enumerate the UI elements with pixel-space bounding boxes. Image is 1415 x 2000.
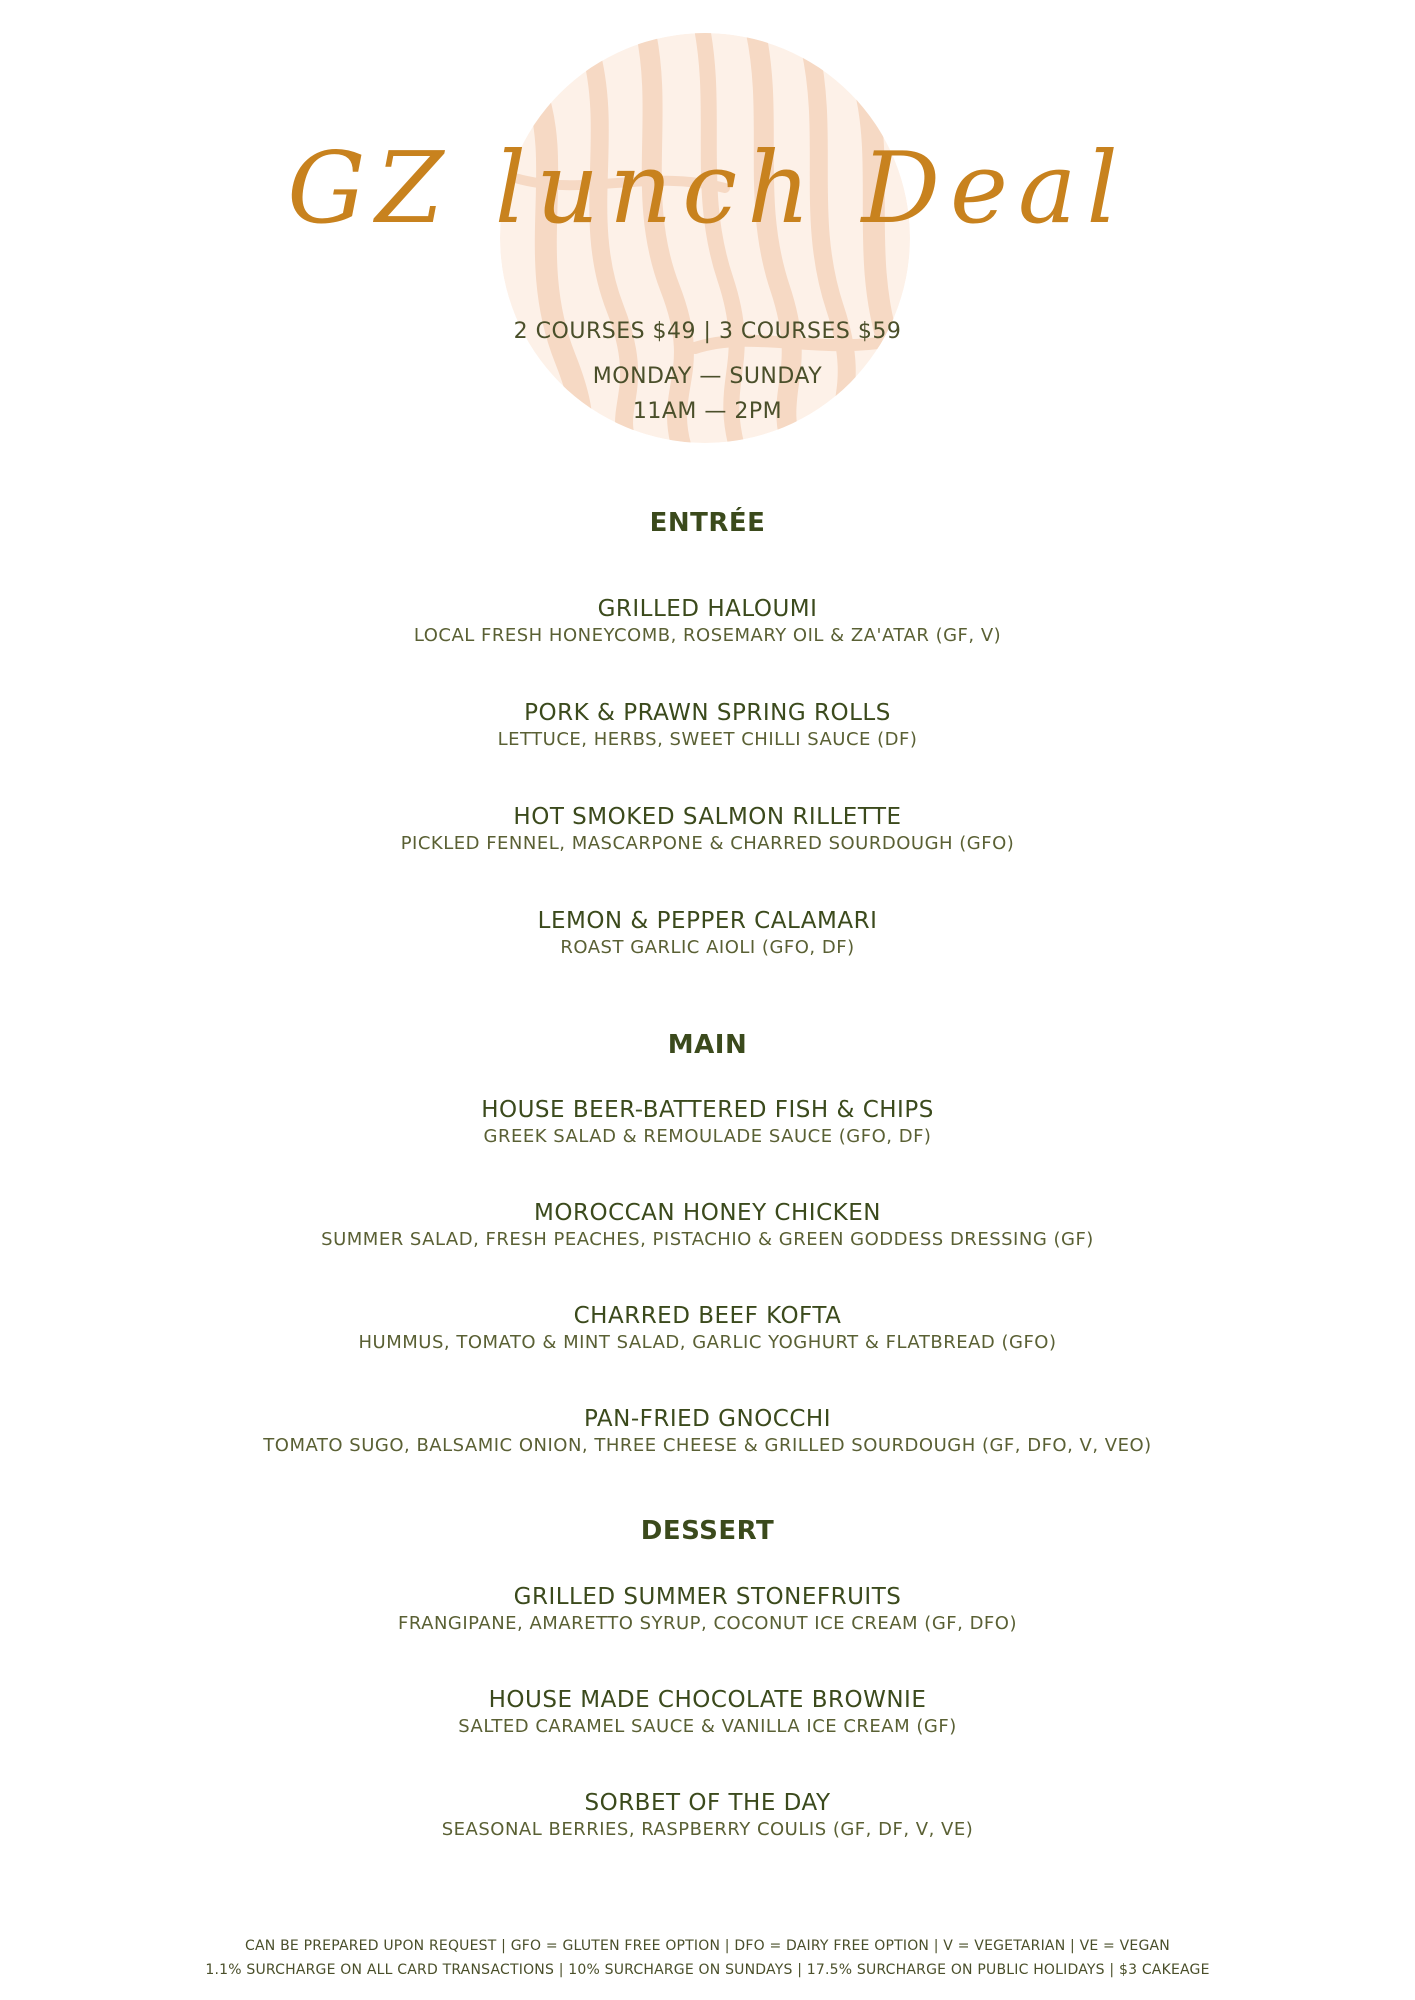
item-name: PORK & PRAWN SPRING ROLLS: [524, 700, 891, 726]
item-description: ROAST GARLIC AIOLI (GFO, DF): [560, 937, 855, 958]
item-description: LETTUCE, HERBS, SWEET CHILLI SAUCE (DF): [497, 729, 918, 750]
menu-item: [0, 802, 1415, 856]
item-description: HUMMUS, TOMATO & MINT SALAD, GARLIC YOGHURT & FLATBREAD (GFO): [358, 1332, 1057, 1353]
item-description: LOCAL FRESH HONEYCOMB, ROSEMARY OIL & ZA'ATAR (GF, V): [413, 625, 1002, 646]
item-name: HOUSE MADE CHOCOLATE BROWNIE: [488, 1687, 927, 1713]
item-description: GREEK SALAD & REMOULADE SAUCE (GFO, DF): [483, 1126, 932, 1147]
item-description: SALTED CARAMEL SAUCE & VANILLA ICE CREAM (GF): [458, 1716, 957, 1737]
item-description: FRANGIPANE, AMARETTO SYRUP, COCONUT ICE CREAM (GF, DFO): [398, 1613, 1017, 1634]
item-name: PAN-FRIED GNOCCHI: [583, 1406, 831, 1432]
item-description: PICKLED FENNEL, MASCARPONE & CHARRED SOURDOUGH (GFO): [400, 833, 1015, 854]
item-name: HOT SMOKED SALMON RILLETTE: [513, 804, 902, 830]
menu-item: [0, 698, 1415, 752]
item-name: SORBET OF THE DAY: [584, 1790, 831, 1816]
days-line: MONDAY — SUNDAY: [592, 364, 823, 389]
page-title: GZ lunch Deal: [287, 132, 1128, 246]
item-name: LEMON & PEPPER CALAMARI: [537, 908, 878, 934]
menu-item: [0, 1095, 1415, 1149]
menu-item: [0, 1404, 1415, 1458]
dietary-legend: CAN BE PREPARED UPON REQUEST | GFO = GLUTEN FREE OPTION | DFO = DAIRY FREE OPTION | V = VEGETARIAN | VE = VEGAN: [245, 1938, 1170, 1954]
item-name: CHARRED BEEF KOFTA: [573, 1303, 842, 1329]
menu-item: [0, 1582, 1415, 1636]
item-name: HOUSE BEER-BATTERED FISH & CHIPS: [481, 1097, 934, 1123]
item-description: TOMATO SUGO, BALSAMIC ONION, THREE CHEESE & GRILLED SOURDOUGH (GF, DFO, V, VEO): [263, 1435, 1152, 1456]
menu-item: [0, 1301, 1415, 1355]
menu-item: [0, 1685, 1415, 1739]
hours-line: 11AM — 2PM: [632, 399, 783, 424]
menu-item: [0, 906, 1415, 960]
pricing-line: 2 COURSES $49 | 3 COURSES $59: [513, 319, 902, 344]
surcharge-note: 1.1% SURCHARGE ON ALL CARD TRANSACTIONS | 10% SURCHARGE ON SUNDAYS | 17.5% SURCHARGE ON PUBLIC HOLIDAYS | $3 CAKEAGE: [205, 1962, 1210, 1978]
item-description: SUMMER SALAD, FRESH PEACHES, PISTACHIO & GREEN GODDESS DRESSING (GF): [321, 1229, 1094, 1250]
section-title-entree: ENTRÉE: [649, 508, 766, 538]
item-name: GRILLED HALOUMI: [597, 596, 818, 622]
section-title-main: MAIN: [667, 1030, 748, 1060]
section-title-dessert: DESSERT: [640, 1516, 775, 1546]
item-description: SEASONAL BERRIES, RASPBERRY COULIS (GF, DF, V, VE): [441, 1819, 974, 1840]
menu-item: [0, 1788, 1415, 1842]
item-name: MOROCCAN HONEY CHICKEN: [534, 1200, 881, 1226]
item-name: GRILLED SUMMER STONEFRUITS: [513, 1584, 902, 1610]
menu-item: [0, 594, 1415, 648]
menu-item: [0, 1198, 1415, 1252]
